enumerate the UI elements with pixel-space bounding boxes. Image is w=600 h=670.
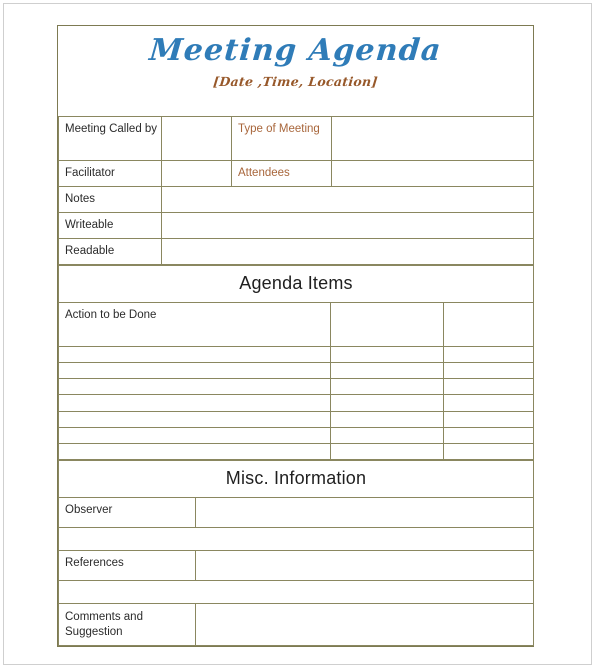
agenda-cell-action[interactable] [59, 395, 331, 412]
agenda-empty-row [59, 363, 534, 379]
column-header-2 [331, 303, 444, 347]
spacer-row [59, 528, 534, 551]
table-row [59, 498, 534, 528]
misc-heading-row [59, 461, 534, 498]
agenda-cell-action[interactable] [59, 444, 331, 460]
agenda-cell-2[interactable] [331, 395, 444, 412]
field-type-of-meeting[interactable] [332, 117, 534, 161]
table-row [59, 604, 534, 646]
table-row [59, 161, 534, 187]
agenda-column-header-row [59, 303, 534, 347]
agenda-empty-row [59, 347, 534, 363]
agenda-cell-2[interactable] [331, 428, 444, 444]
field-comments-and-suggestion[interactable] [196, 604, 534, 646]
agenda-empty-row [59, 444, 534, 460]
agenda-cell-3[interactable] [444, 379, 534, 395]
page-title: Meeting Agenda [147, 33, 444, 68]
agenda-cell-3[interactable] [444, 363, 534, 379]
agenda-cell-3[interactable] [444, 444, 534, 460]
table-row [59, 117, 534, 161]
label-attendees: Attendees [232, 161, 332, 187]
column-header-3 [444, 303, 534, 347]
banner-table [58, 26, 533, 116]
label-references: References [59, 551, 196, 581]
agenda-empty-row [59, 412, 534, 428]
table-row [59, 239, 534, 265]
spacer-row [59, 581, 534, 604]
agenda-cell-action[interactable] [59, 347, 331, 363]
agenda-cell-action[interactable] [59, 363, 331, 379]
agenda-cell-3[interactable] [444, 412, 534, 428]
agenda-cell-2[interactable] [331, 444, 444, 460]
field-notes[interactable] [162, 187, 534, 213]
agenda-cell-3[interactable] [444, 347, 534, 363]
label-facilitator: Facilitator [59, 161, 162, 187]
agenda-cell-2[interactable] [331, 379, 444, 395]
agenda-empty-row [59, 428, 534, 444]
label-notes: Notes [59, 187, 162, 213]
agenda-cell-action[interactable] [59, 412, 331, 428]
table-row [59, 213, 534, 239]
agenda-cell-3[interactable] [444, 395, 534, 412]
label-observer: Observer [59, 498, 196, 528]
agenda-empty-row [59, 379, 534, 395]
banner-row [58, 26, 533, 116]
banner-cell [58, 26, 533, 116]
misc-information-heading: Misc. Information [59, 461, 534, 498]
field-attendees[interactable] [332, 161, 534, 187]
meeting-info-table [58, 116, 534, 265]
agenda-heading-row [59, 266, 534, 303]
agenda-cell-action[interactable] [59, 379, 331, 395]
field-writeable[interactable] [162, 213, 534, 239]
agenda-empty-row [59, 395, 534, 412]
agenda-items-table [58, 265, 534, 460]
banner-inner [58, 26, 533, 89]
meeting-agenda-document [57, 25, 534, 647]
label-type-of-meeting: Type of Meeting [232, 117, 332, 161]
agenda-cell-action[interactable] [59, 428, 331, 444]
label-comments-and-suggestion: Comments and Suggestion [59, 604, 196, 646]
label-meeting-called-by: Meeting Called by [59, 117, 162, 161]
field-meeting-called-by[interactable] [162, 117, 232, 161]
field-observer[interactable] [196, 498, 534, 528]
misc-information-table [58, 460, 534, 646]
agenda-cell-2[interactable] [331, 347, 444, 363]
page-subtitle: [Date ,Time, Location] [212, 73, 379, 89]
agenda-cell-3[interactable] [444, 428, 534, 444]
table-row [59, 551, 534, 581]
agenda-cell-2[interactable] [331, 412, 444, 428]
spacer-cell [59, 528, 534, 551]
spacer-cell [59, 581, 534, 604]
field-facilitator[interactable] [162, 161, 232, 187]
table-row [59, 187, 534, 213]
field-references[interactable] [196, 551, 534, 581]
field-readable[interactable] [162, 239, 534, 265]
label-readable: Readable [59, 239, 162, 265]
agenda-cell-2[interactable] [331, 363, 444, 379]
agenda-items-heading: Agenda Items [59, 266, 534, 303]
column-header-action-to-be-done: Action to be Done [59, 303, 331, 347]
label-writeable: Writeable [59, 213, 162, 239]
